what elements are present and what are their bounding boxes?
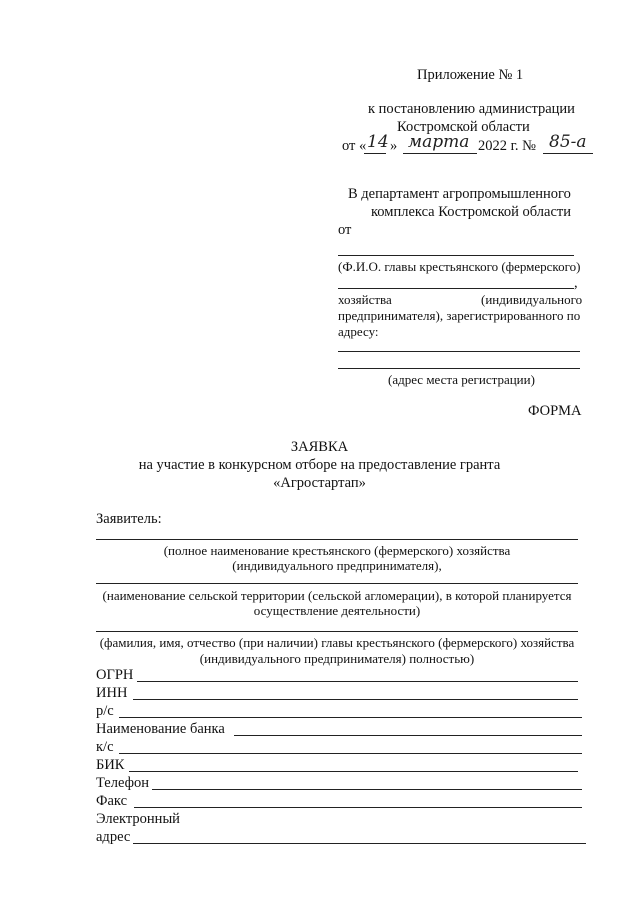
- applicant-caption-1a: (полное наименование крестьянского (фермерского) хозяйства: [163, 543, 511, 558]
- field-bank-label: Наименование банка: [96, 721, 225, 737]
- caption-farm-right: (индивидуального: [481, 292, 583, 307]
- applicant-caption-2a: (наименование сельской территории (сельской агломерации), в которой планируется: [102, 588, 572, 603]
- address-line-2: [338, 368, 580, 369]
- date-year: 2022 г. №: [478, 138, 537, 154]
- application-subtitle: на участие в конкурсном отборе на предоставление гранта: [138, 457, 501, 473]
- field-fax-line: [134, 807, 582, 808]
- fio-caption: (Ф.И.О. главы крестьянского (фермерского): [338, 259, 581, 274]
- appendix-line-region: Костромской области: [397, 119, 530, 135]
- address-caption: (адрес места регистрации): [388, 372, 535, 387]
- field-bik-line: [129, 771, 578, 772]
- field-email-label-1: Электронный: [96, 811, 180, 827]
- field-ogrn-label: ОГРН: [96, 667, 134, 683]
- farm-line-comma: ,: [574, 275, 578, 291]
- field-ks-label: к/с: [96, 739, 114, 755]
- caption-address: адресу:: [338, 324, 379, 339]
- field-phone-line: [152, 789, 582, 790]
- applicant-caption-2b: осуществление деятельности): [253, 603, 421, 618]
- farm-line: [338, 288, 574, 289]
- territory-line: [96, 583, 578, 584]
- date-number: 85-а: [549, 132, 587, 152]
- form-label: ФОРМА: [528, 403, 582, 419]
- field-inn-line: [133, 699, 578, 700]
- field-rs-line: [119, 717, 582, 718]
- field-ks-line: [119, 753, 582, 754]
- field-phone-label: Телефон: [96, 775, 149, 791]
- applicant-name-line: [96, 539, 578, 540]
- date-day: 14: [367, 132, 389, 152]
- field-ogrn-line: [137, 681, 578, 682]
- caption-registered: предпринимателя), зарегистрированного по: [338, 308, 581, 323]
- field-inn-label: ИНН: [96, 685, 128, 701]
- appendix-title: Приложение № 1: [417, 67, 524, 83]
- application-title: ЗАЯВКА: [290, 439, 349, 455]
- date-mid: »: [390, 138, 398, 154]
- applicant-caption-1b: (индивидуального предпринимателя),: [232, 558, 442, 573]
- applicant-caption-3a: (фамилия, имя, отчество (при наличии) главы крестьянского (фермерского) хозяйства: [99, 635, 575, 650]
- date-prefix: от «: [342, 138, 367, 154]
- field-fax-label: Факс: [96, 793, 128, 809]
- address-line-1: [338, 351, 580, 352]
- field-email-label-2: адрес: [96, 829, 131, 845]
- head-name-line: [96, 631, 578, 632]
- applicant-label: Заявитель:: [96, 511, 162, 527]
- field-bank-line: [234, 735, 582, 736]
- field-bik-label: БИК: [96, 757, 125, 773]
- fio-line: [338, 255, 574, 256]
- addressee-line-1: В департамент агропромышленного: [348, 186, 571, 202]
- addressee-from: от: [338, 222, 352, 238]
- caption-farm-left: хозяйства: [338, 292, 392, 307]
- date-number-underline: [543, 153, 593, 154]
- field-email-line: [133, 843, 586, 844]
- addressee-line-2: комплекса Костромской области: [371, 204, 572, 220]
- applicant-caption-3b: (индивидуального предпринимателя) полностью): [199, 651, 475, 666]
- date-day-underline: [364, 153, 386, 154]
- field-rs-label: р/с: [96, 703, 114, 719]
- date-month-underline: [403, 153, 477, 154]
- appendix-line-decree: к постановлению администрации: [368, 101, 575, 117]
- date-month: марта: [408, 132, 470, 152]
- application-program: «Агростартап»: [273, 475, 366, 491]
